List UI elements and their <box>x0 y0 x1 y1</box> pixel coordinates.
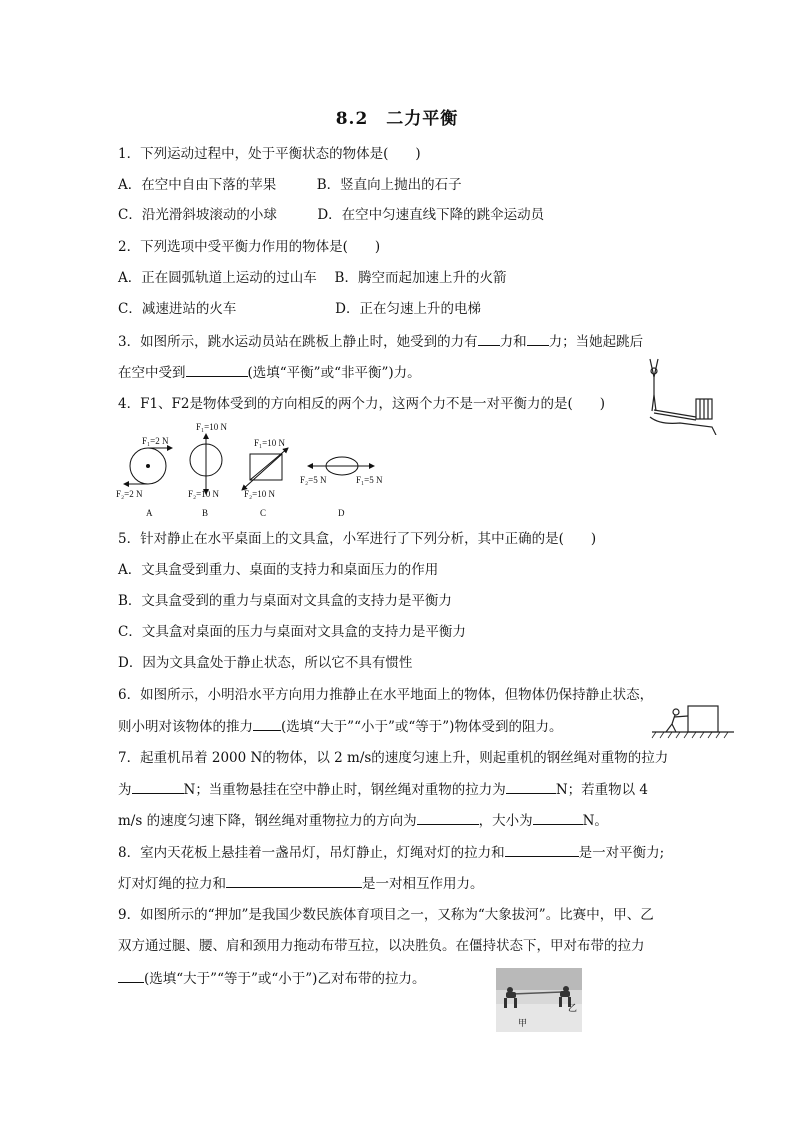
q7-blank-3[interactable] <box>417 810 479 825</box>
q7-text-d: N；若重物以 4 <box>555 782 649 798</box>
diver-person <box>650 359 658 411</box>
q7-blank-2[interactable] <box>506 779 556 794</box>
q2-options-cd: C．减速进站的火车 D．正在匀速上升的电梯 <box>118 301 481 317</box>
option-d-diagram <box>300 457 383 518</box>
label-yi: 乙 <box>568 1003 578 1013</box>
q3-line1 <box>118 331 643 352</box>
q8-line2 <box>118 873 484 894</box>
q3-line2 <box>118 362 421 383</box>
label-jia: 甲 <box>518 1018 528 1028</box>
label-b-f1: F₁=10 N <box>196 422 227 432</box>
q5-option-a: A．文具盒受到重力、桌面的支持力和桌面压力的作用 <box>118 562 439 578</box>
pushed-box <box>688 706 718 732</box>
q1-stem: 1．下列运动过程中，处于平衡状态的物体是( ) <box>118 146 421 162</box>
q3-text-a: 3．如图所示，跳水运动员站在跳板上静止时，她受到的力有 <box>118 334 478 350</box>
q5-option-c: C．文具盒对桌面的压力与桌面对文具盒的支持力是平衡力 <box>118 624 466 640</box>
label-a: A <box>146 508 153 518</box>
q9-text-a: (选填“大于”“等于”或“小于”)乙对布带的拉力。 <box>144 971 426 987</box>
label-d-f1: F₁=5 N <box>356 475 383 485</box>
q9-line3 <box>118 968 425 989</box>
q2-options-ab: A．正在圆弧轨道上运动的过山车 B．腾空而起加速上升的火箭 <box>118 270 507 286</box>
q2-stem: 2．下列选项中受平衡力作用的物体是( ) <box>118 239 381 255</box>
label-d: D <box>338 508 345 518</box>
label-c-f1: F₁=10 N <box>254 438 285 448</box>
q8-text-b: 灯对灯绳的拉力和 <box>118 876 226 892</box>
q1-options-ab: A．在空中自由下落的苹果 B．竖直向上抛出的石子 <box>118 177 462 193</box>
q7-line2 <box>118 779 648 800</box>
q4-stem: 4．F1、F2是物体受到的方向相反的两个力，这两个力不是一对平衡力的是( ) <box>118 396 606 412</box>
q3-text-c: 力；当她起跳后 <box>548 334 644 350</box>
yajia-photo <box>496 968 582 1032</box>
q6-line2 <box>118 716 562 737</box>
label-a-f1: F₁=2 N <box>142 436 169 446</box>
q7-blank-1[interactable] <box>132 779 184 794</box>
q7-text-c: N；当重物悬挂在空中静止时，钢丝绳对重物的拉力为 <box>183 782 506 798</box>
q6-text-a: 则小明对该物体的推力 <box>118 719 253 735</box>
q3-blank-2[interactable] <box>527 331 549 346</box>
label-c-f2: F₂=10 N <box>244 489 275 499</box>
q9-line1: 9．如图所示的“押加”是我国少数民族体育项目之一，又称为“大象拔河”。比赛中，甲、乙 <box>118 907 654 923</box>
yajia-photo-scene <box>496 968 582 1032</box>
option-c-diagram <box>242 438 288 518</box>
force-arrow-c-f2 <box>242 454 282 490</box>
q7-text-e: m/s 的速度匀速下降，钢丝绳对重物拉力的方向为 <box>118 813 417 829</box>
q6-blank[interactable] <box>253 716 281 731</box>
option-b-diagram <box>188 422 227 518</box>
q6-text-b: (选填“大于”“小于”或“等于”)物体受到的阻力。 <box>281 719 563 735</box>
q8-text-c: 是一对相互作用力。 <box>362 876 484 892</box>
label-b: B <box>202 508 209 518</box>
label-c: C <box>260 508 267 518</box>
q7-blank-4[interactable] <box>533 810 583 825</box>
q8-blank-2[interactable] <box>226 873 362 888</box>
q5-option-d: D．因为文具盒处于静止状态，所以它不具有惯性 <box>118 655 413 671</box>
q7-line3 <box>118 810 608 831</box>
q3-text-d: 在空中受到 <box>118 365 186 381</box>
q8-line1 <box>118 842 664 863</box>
diver-figure <box>640 355 720 435</box>
label-b-f2: F₂=10 N <box>188 489 219 499</box>
q1-options-cd: C．沿光滑斜坡滚动的小球 D．在空中匀速直线下降的跳伞运动员 <box>118 207 545 223</box>
label-a-f2: F₂=2 N <box>116 489 143 499</box>
q9-line2: 双方通过腿、腰、肩和颈用力拖动布带互拉，以决胜负。在僵持状态下，甲对布带的拉力 <box>118 938 645 954</box>
q7-text-b: 为 <box>118 782 132 798</box>
q3-blank-3[interactable] <box>186 362 248 377</box>
q3-text-b: 力和 <box>499 334 527 350</box>
page-title: 8.2 二力平衡 <box>335 109 459 129</box>
q8-text-a: 是一对平衡力; <box>578 845 665 861</box>
q3-text-e: (选填“平衡”或“非平衡”)力。 <box>247 365 421 381</box>
q5-stem: 5．针对静止在水平桌面上的文具盒，小军进行了下列分析，其中正确的是( ) <box>118 531 597 547</box>
q7-text-g: N。 <box>582 813 608 829</box>
q6-line1: 6．如图所示，小明沿水平方向用力推静止在水平地面上的物体，但物体仍保持静止状态， <box>118 687 654 703</box>
q5-option-b: B．文具盒受到的重力与桌面对文具盒的支持力是平衡力 <box>118 593 452 609</box>
pushing-person <box>666 709 688 732</box>
force-figure-q4 <box>112 420 402 520</box>
label-d-f2: F₂=5 N <box>300 475 327 485</box>
option-a-diagram <box>116 436 172 518</box>
q7-line1: 7．起重机吊着 2000 N的物体，以 2 m/s的速度匀速上升，则起重机的钢丝绳对重物的拉力 <box>118 750 669 766</box>
q8-stem: 8．室内天花板上悬挂着一盏吊灯，吊灯静止，灯绳对灯的拉力和 <box>118 845 505 861</box>
push-figure <box>648 700 736 742</box>
q3-blank-1[interactable] <box>478 331 500 346</box>
q9-blank[interactable] <box>118 968 144 983</box>
q7-text-f: ，大小为 <box>478 813 533 829</box>
q8-blank-1[interactable] <box>505 842 579 857</box>
